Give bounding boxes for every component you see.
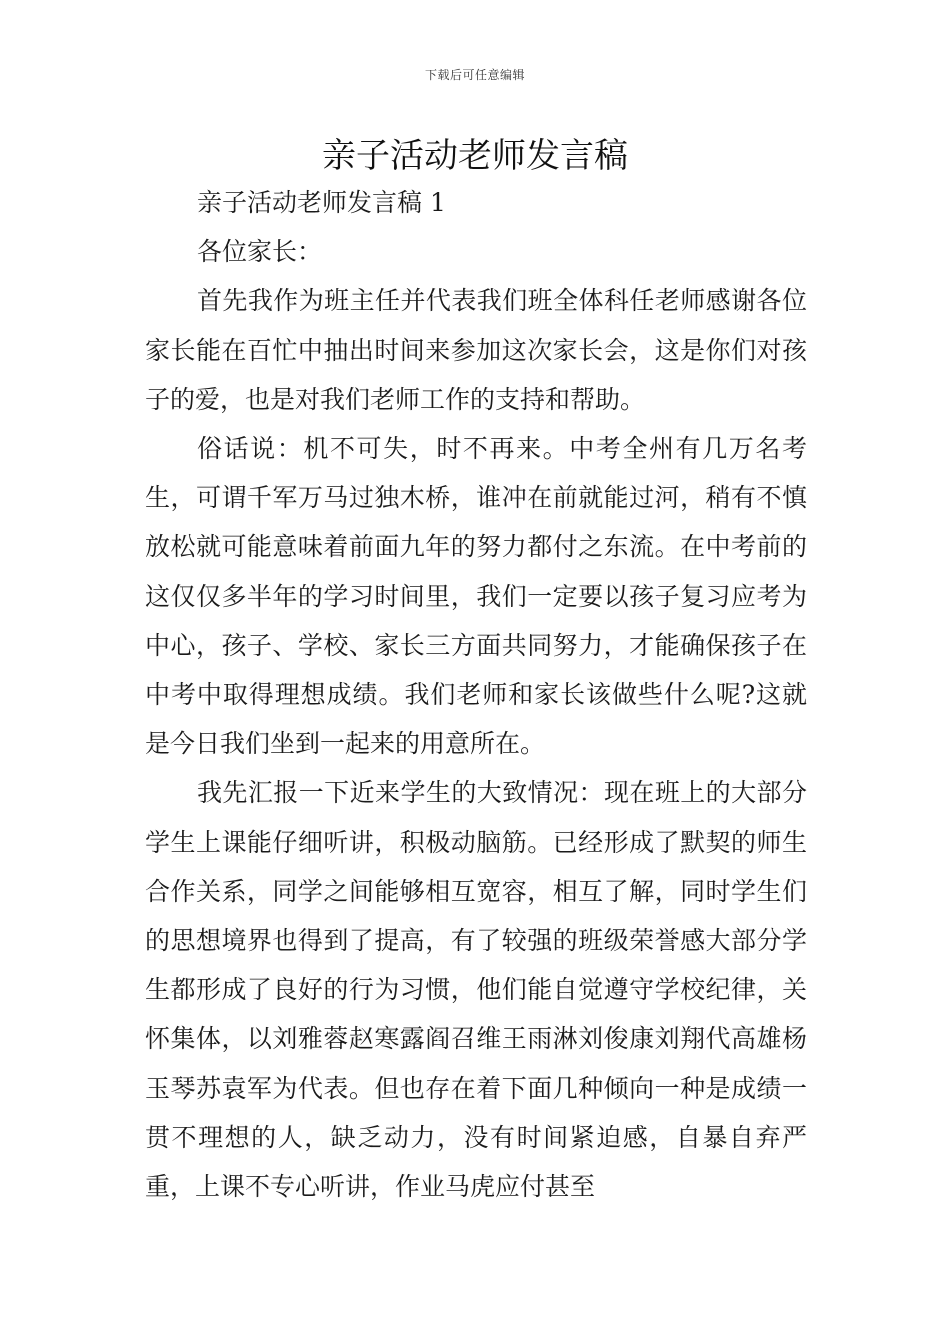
document-body (145, 178, 807, 1211)
paragraph-3: 我先汇报一下近来学生的大致情况：现在班上的大部分学生上课能仔细听讲，积极动脑筋。已经形成了默契的师生合作关系，同学之间能够相互宽容，相互了解，同时学生们的思想境界也得到了提高，有了较强的班级荣誉感大部分学生都形成了良好的行为习惯，他们能自觉遵守学校纪律，关怀集体，以刘雅蓉赵寒露阎召维王雨淋刘俊康刘翔代高雄杨玉琴苏袁军为代表。但也存在着下面几种倾向一种是成绩一贯不理想的人，缺乏动力，没有时间紧迫感，自暴自弃严重，上课不专心听讲，作业马虎应付甚至 (145, 778, 807, 1202)
section-subtitle: 亲子活动老师发言稿 1 (197, 188, 446, 217)
paragraph-1: 首先我作为班主任并代表我们班全体科任老师感谢各位家长能在百忙中抽出时间来参加这次家长会，这是你们对孩子的爱，也是对我们老师工作的支持和帮助。 (145, 286, 807, 414)
header-note: 下载后可任意编辑 (424, 68, 525, 82)
document-title: 亲子活动老师发言稿 (322, 136, 628, 176)
paragraph-2: 俗话说：机不可失，时不再来。中考全州有几万名考生，可谓千军万马过独木桥，谁冲在前就能过河，稍有不慎放松就可能意味着前面九年的努力都付之东流。在中考前的这仅仅多半年的学习时间里，我们一定要以孩子复习应考为中心，孩子、学校、家长三方面共同努力，才能确保孩子在中考中取得理想成绩。我们老师和家长该做些什么呢?这就是今日我们坐到一起来的用意所在。 (145, 434, 807, 759)
salutation: 各位家长： (197, 237, 323, 267)
